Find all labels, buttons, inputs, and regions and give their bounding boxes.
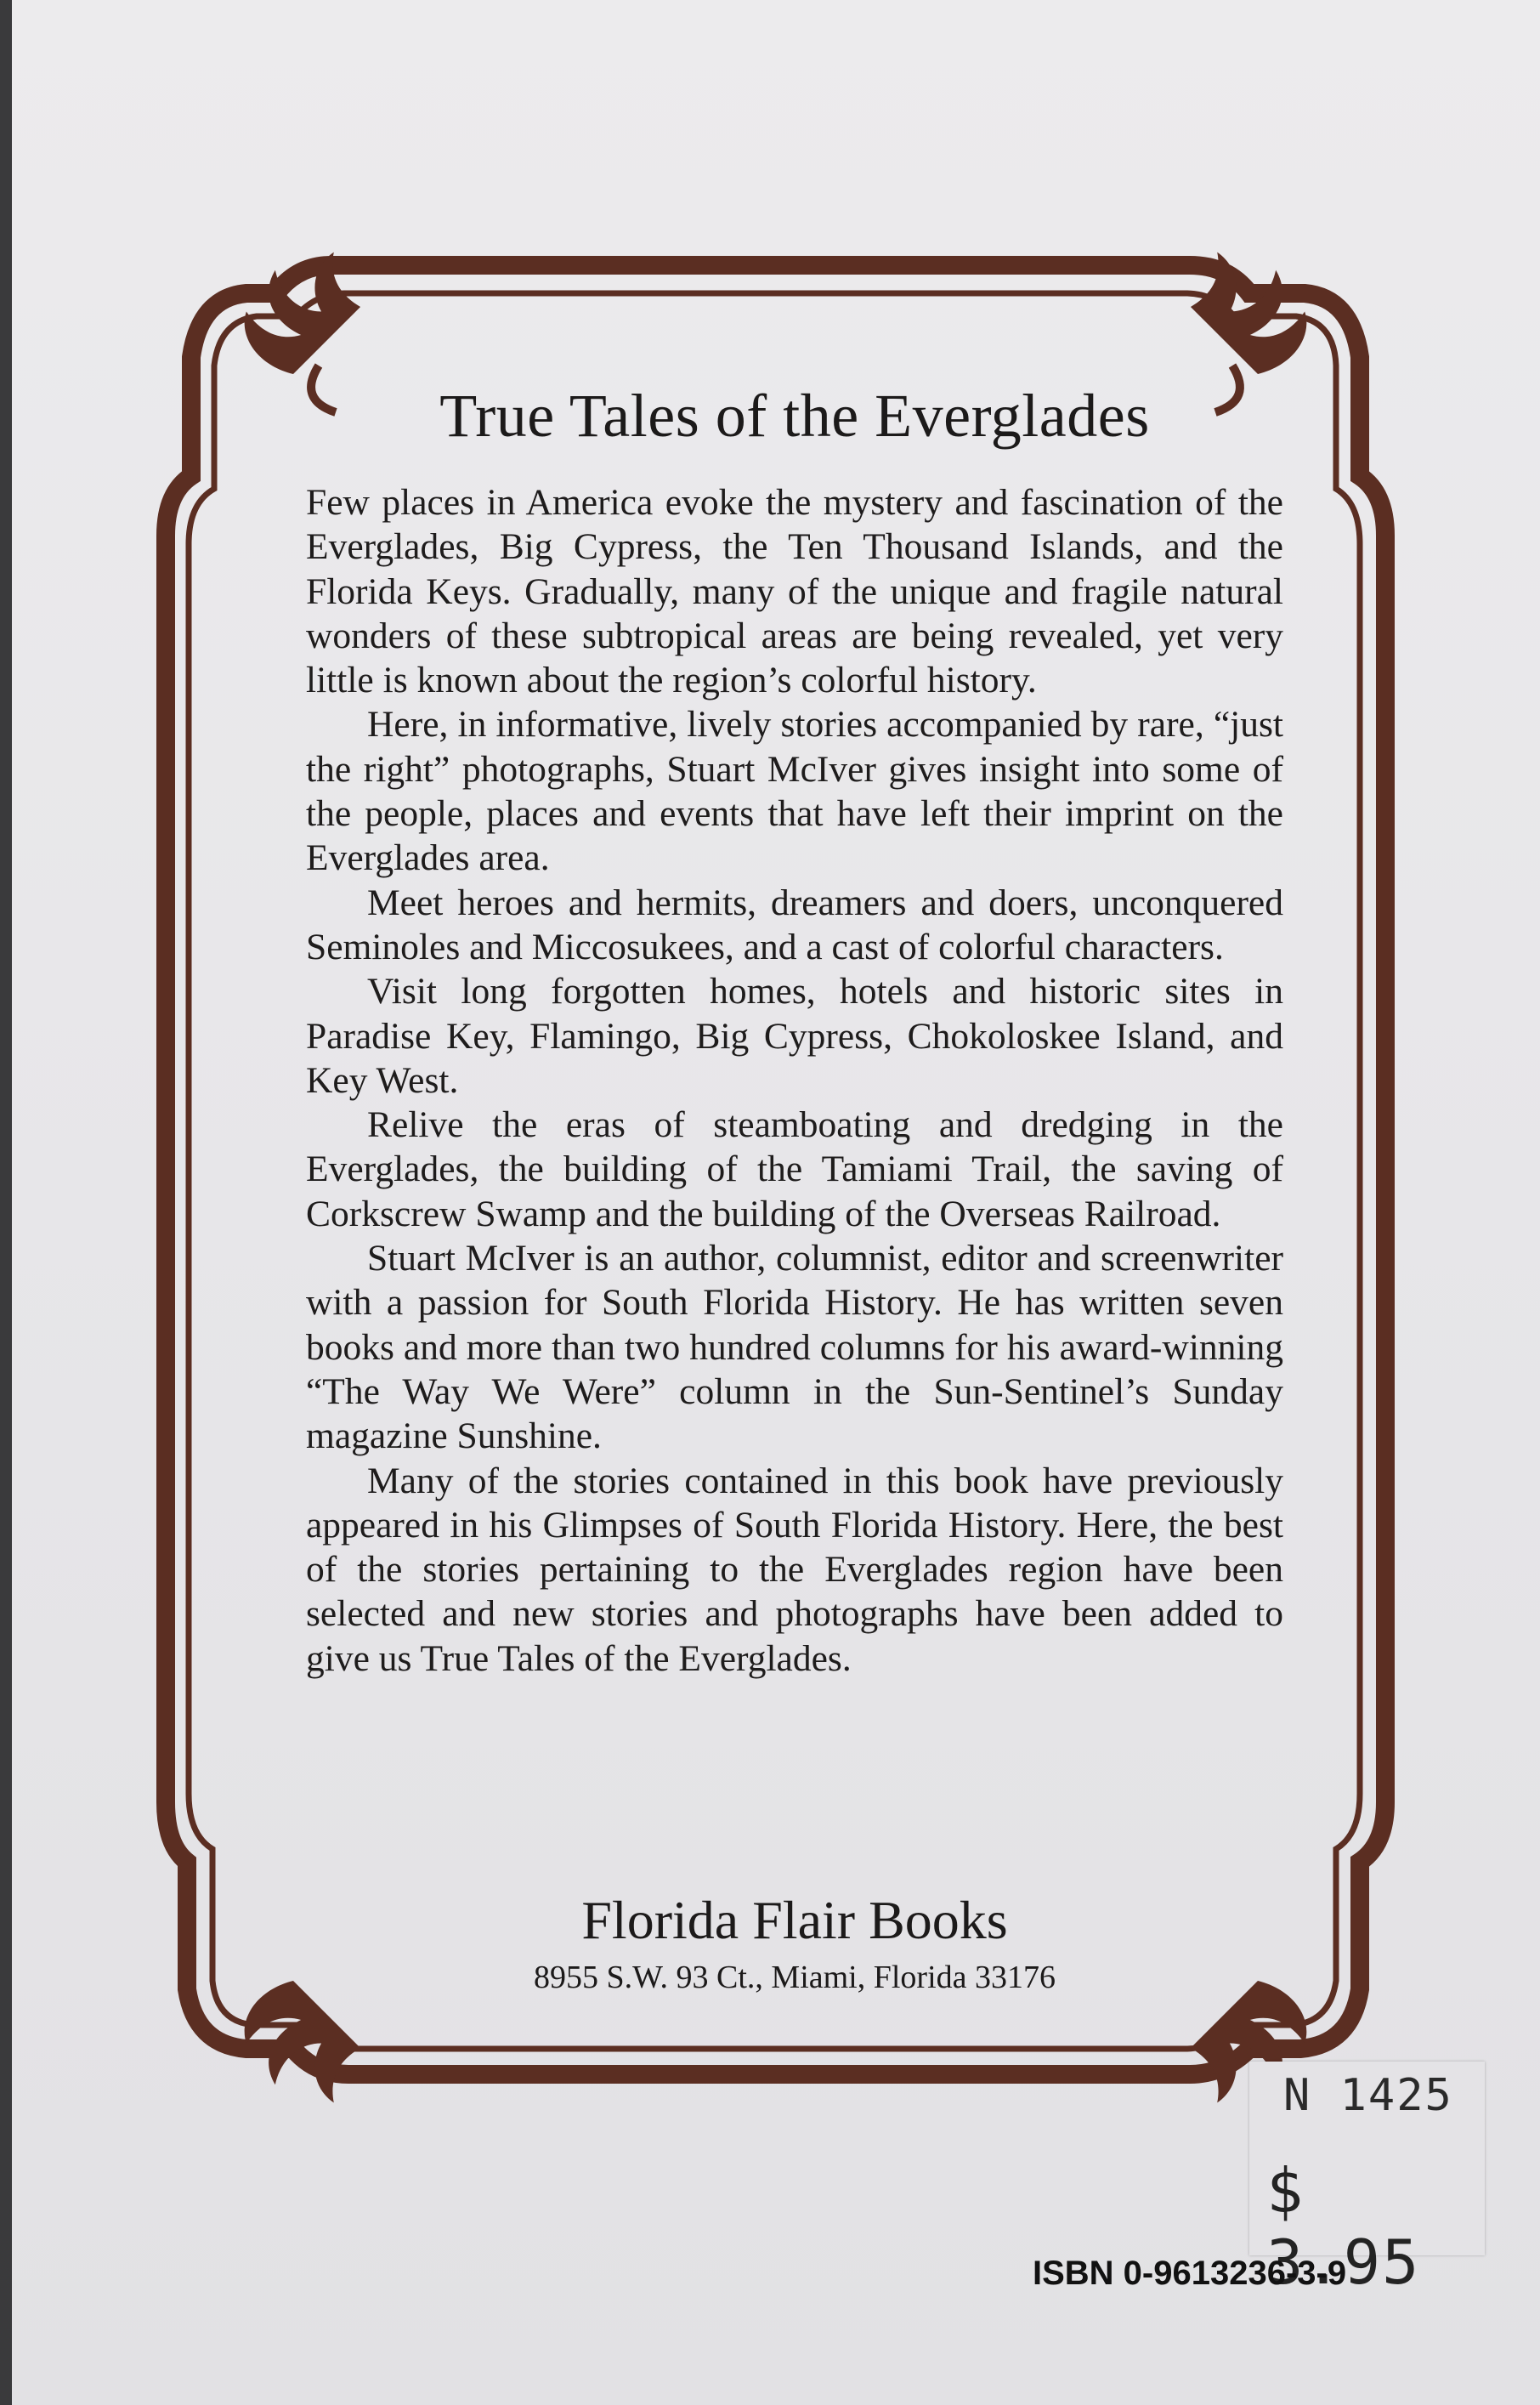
ornament-top-left	[224, 232, 375, 383]
publisher-name: Florida Flair Books	[581, 1890, 1008, 1950]
back-cover-blurb	[306, 480, 1283, 1681]
blurb-paragraph: Stuart McIver is an author, columnist, editor and screenwriter with a passion for South Florida History. He has written seven books and more than two hundred columns for his award-winning “The Way We Were” column in the Sun-Sentinel’s Sunday magazine Sunshine.	[306, 1238, 1283, 1457]
sticker-price: $ 3.95	[1266, 2155, 1421, 2298]
blurb-paragraph: Many of the stories contained in this book have previously appeared in his Glimpses of South Florida History. Here, the best of the stories pertaining to the Everglades region have been selected and new stories and photographs have been added to give us True Tales of the Everglades.	[306, 1460, 1283, 1679]
blurb-paragraph: Meet heroes and hermits, dreamers and doers, unconquered Seminoles and Miccosukees, and a cast of colorful characters.	[306, 882, 1283, 967]
blurb-paragraph: Few places in America evoke the mystery and fascination of the Everglades, Big Cypress, the Ten Thousand Islands, and the Florida Keys. Gradually, many of the unique and fragile natural wonders of these subtropical areas are being revealed, yet very little is known about the region’s colorful history.	[306, 482, 1283, 701]
book-title: True Tales of the Everglades	[439, 382, 1150, 450]
sticker-code: N 1425	[1283, 2070, 1453, 2121]
blurb-paragraph: Visit long forgotten homes, hotels and historic sites in Paradise Key, Flamingo, Big Cypress, Chokoloskee Island, and Key West.	[306, 971, 1283, 1101]
ornament-top-right	[1176, 232, 1327, 383]
price-sticker	[1249, 2062, 1485, 2298]
publisher-address: 8955 S.W. 93 Ct., Miami, Florida 33176	[533, 1960, 1056, 1995]
blurb-paragraph: Here, in informative, lively stories accompanied by rare, “just the right” photographs, Stuart McIver gives insight into some of the people, places and events that have left their imprint on the Everglades area.	[306, 704, 1283, 879]
isbn-number: ISBN 0-9613236-3-9	[1033, 2255, 1347, 2292]
blurb-paragraph: Relive the eras of steamboating and dredging in the Everglades, the building of the Tamiami Trail, the saving of Corkscrew Swamp and the building of the Overseas Railroad.	[306, 1104, 1283, 1234]
